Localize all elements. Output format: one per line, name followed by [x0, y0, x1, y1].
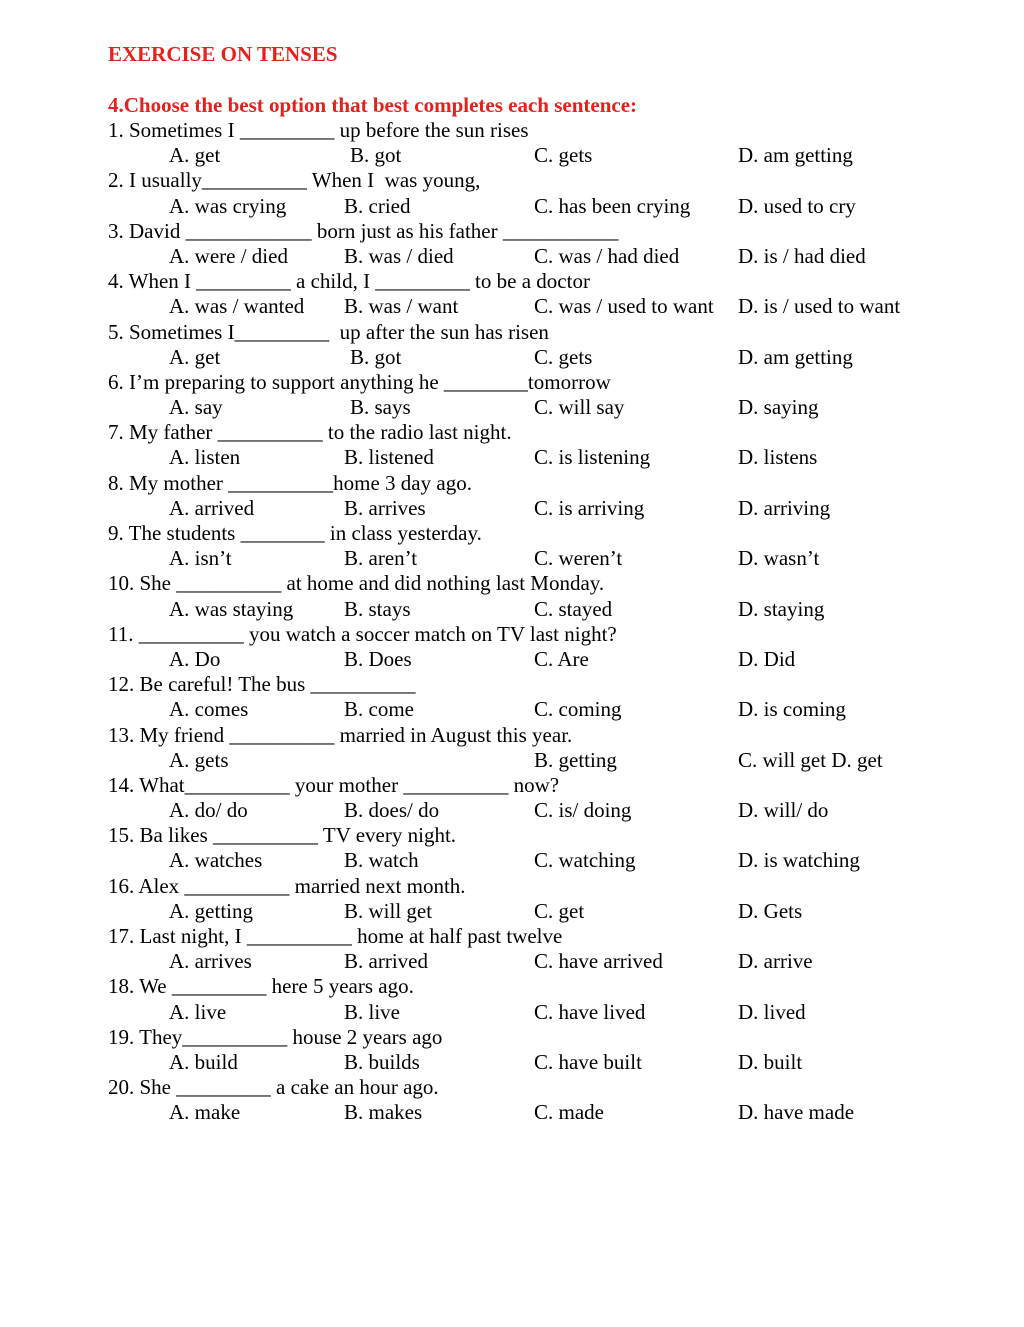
answer-options [108, 395, 988, 420]
section-instruction: 4.Choose the best option that best completes each sentence: [108, 93, 638, 117]
question-item [108, 1025, 988, 1075]
option-b: B. come [344, 697, 414, 722]
question-item [108, 924, 988, 974]
option-d: D. staying [738, 596, 825, 621]
option-b: B. arrived [344, 949, 428, 974]
option-b: B. arrives [344, 495, 426, 520]
option-d: D. listens [738, 445, 818, 470]
option-b: B. got [350, 344, 402, 369]
question-text: 1. Sometimes I _________ up before the sun rises [108, 118, 529, 142]
answer-options [108, 1000, 988, 1025]
answer-options [108, 748, 988, 773]
answer-options [108, 697, 988, 722]
option-b: B. listened [344, 445, 434, 470]
option-d: D. will/ do [738, 798, 829, 823]
option-c: C. gets [534, 344, 593, 369]
option-b: B. will get [344, 898, 433, 923]
answer-options [108, 294, 988, 319]
option-a: A. gets [169, 747, 229, 772]
option-c: C. have lived [534, 999, 646, 1024]
option-c: C. has been crying [534, 193, 691, 218]
question-text: 7. My father __________ to the radio last night. [108, 420, 512, 445]
option-b: B. stays [344, 596, 411, 621]
question-text: 19. They__________ house 2 years ago [108, 1024, 443, 1049]
option-c: C. stayed [534, 596, 613, 621]
option-d: D. am getting [738, 143, 853, 168]
question-text: 5. Sometimes I_________ up after the sun has risen [108, 319, 549, 344]
option-b: B. says [350, 395, 411, 420]
option-a: A. say [169, 395, 223, 420]
option-c: C. watching [534, 848, 636, 873]
option-b: B. live [344, 999, 400, 1024]
option-d: D. arrive [738, 949, 813, 974]
option-b: B. was / died [344, 243, 454, 268]
option-d: D. Did [738, 646, 796, 671]
option-c: C. will say [534, 395, 625, 420]
question-item [108, 773, 988, 823]
question-text: 9. The students ________ in class yesterday. [108, 521, 482, 545]
question-item [108, 874, 988, 924]
option-c: C. coming [534, 697, 622, 722]
option-c: C. gets [534, 143, 593, 168]
option-a: A. comes [169, 697, 249, 722]
question-item [108, 974, 988, 1024]
option-a: A. build [169, 1049, 238, 1074]
answer-options [108, 1050, 988, 1075]
option-b: B. was / want [344, 294, 459, 319]
answer-options [108, 194, 988, 219]
option-d: D. is coming [738, 697, 846, 722]
option-c: C. was / had died [534, 243, 680, 268]
option-d: D. have made [738, 1100, 855, 1125]
answer-options [108, 546, 988, 571]
option-d: D. is / had died [738, 243, 866, 268]
option-b: B. Does [344, 646, 412, 671]
option-a: A. live [169, 999, 227, 1024]
question-item [108, 269, 988, 319]
answer-options [108, 496, 988, 521]
option-c: C. was / used to want [534, 294, 714, 319]
question-text: 12. Be careful! The bus __________ [108, 672, 416, 697]
page-title: EXERCISE ON TENSES [108, 42, 338, 66]
option-c: C. have built [534, 1049, 642, 1074]
option-d: D. am getting [738, 344, 853, 369]
option-b: B. does/ do [344, 798, 440, 823]
question-text: 3. David ____________ born just as his father ___________ [108, 218, 619, 243]
question-text: 4. When I _________ a child, I _________ to be a doctor [108, 269, 590, 294]
option-d: C. will get D. get [738, 747, 883, 772]
option-a: A. watches [169, 848, 263, 873]
question-item [108, 168, 988, 218]
question-text: 15. Ba likes __________ TV every night. [108, 823, 457, 848]
option-c: C. is/ doing [534, 798, 632, 823]
option-a: A. was crying [169, 193, 287, 218]
question-list [108, 118, 988, 1126]
question-item [108, 723, 988, 773]
question-text: 11. __________ you watch a soccer match on TV last night? [108, 621, 617, 646]
option-d: D. saying [738, 395, 819, 420]
option-c: C. Are [534, 646, 589, 671]
answer-options [108, 1100, 988, 1125]
question-item [108, 471, 988, 521]
option-b: B. builds [344, 1049, 420, 1074]
option-a: A. get [169, 344, 221, 369]
question-text: 16. Alex __________ married next month. [108, 873, 466, 898]
question-text: 14. What__________ your mother __________ now? [108, 772, 560, 797]
answer-options [108, 848, 988, 873]
question-text: 18. We _________ here 5 years ago. [108, 974, 414, 999]
answer-options [108, 597, 988, 622]
option-a: A. arrived [169, 495, 255, 520]
option-a: A. arrives [169, 949, 252, 974]
answer-options [108, 143, 988, 168]
option-d: D. wasn’t [738, 546, 820, 571]
option-a: A. isn’t [169, 546, 232, 571]
option-d: D. used to cry [738, 193, 856, 218]
answer-options [108, 244, 988, 269]
question-item [108, 521, 988, 571]
option-d: D. lived [738, 999, 806, 1024]
option-c: B. getting [534, 747, 617, 772]
option-d: D. arriving [738, 495, 831, 520]
option-d: D. is / used to want [738, 294, 901, 319]
option-b: B. got [350, 143, 402, 168]
question-item [108, 1075, 988, 1125]
question-text: 20. She _________ a cake an hour ago. [108, 1075, 439, 1100]
question-item [108, 672, 988, 722]
option-d: D. Gets [738, 898, 803, 923]
question-item [108, 320, 988, 370]
question-item [108, 823, 988, 873]
option-a: A. getting [169, 898, 253, 923]
option-c: C. weren’t [534, 546, 623, 571]
option-a: A. listen [169, 445, 241, 470]
option-b: B. watch [344, 848, 419, 873]
question-text: 17. Last night, I __________ home at half past twelve [108, 924, 563, 948]
answer-options [108, 798, 988, 823]
question-item [108, 118, 988, 168]
option-b: B. cried [344, 193, 411, 218]
answer-options [108, 949, 988, 974]
option-a: A. Do [169, 646, 221, 671]
question-text: 6. I’m preparing to support anything he ________tomorrow [108, 369, 611, 394]
answer-options [108, 445, 988, 470]
question-text: 13. My friend __________ married in August this year. [108, 722, 573, 747]
question-text: 2. I usually__________ When I was young, [108, 168, 481, 193]
option-b: B. makes [344, 1100, 423, 1125]
option-c: C. get [534, 898, 585, 923]
exercise-sheet [108, 40, 988, 1126]
option-c: C. have arrived [534, 949, 663, 974]
question-item [108, 219, 988, 269]
option-d: D. built [738, 1049, 803, 1074]
question-text: 8. My mother __________home 3 day ago. [108, 470, 472, 495]
option-a: A. was / wanted [169, 294, 305, 319]
option-b: B. aren’t [344, 546, 418, 571]
question-item [108, 420, 988, 470]
option-c: C. is listening [534, 445, 651, 470]
answer-options [108, 345, 988, 370]
option-c: C. is arriving [534, 495, 645, 520]
option-a: A. get [169, 143, 221, 168]
question-item [108, 622, 988, 672]
option-d: D. is watching [738, 848, 860, 873]
answer-options [108, 899, 988, 924]
question-text: 10. She __________ at home and did nothing last Monday. [108, 571, 605, 596]
option-a: A. do/ do [169, 798, 248, 823]
answer-options [108, 647, 988, 672]
question-item [108, 370, 988, 420]
option-c: C. made [534, 1100, 604, 1125]
question-item [108, 571, 988, 621]
option-a: A. make [169, 1100, 241, 1125]
option-a: A. were / died [169, 243, 288, 268]
option-a: A. was staying [169, 596, 294, 621]
